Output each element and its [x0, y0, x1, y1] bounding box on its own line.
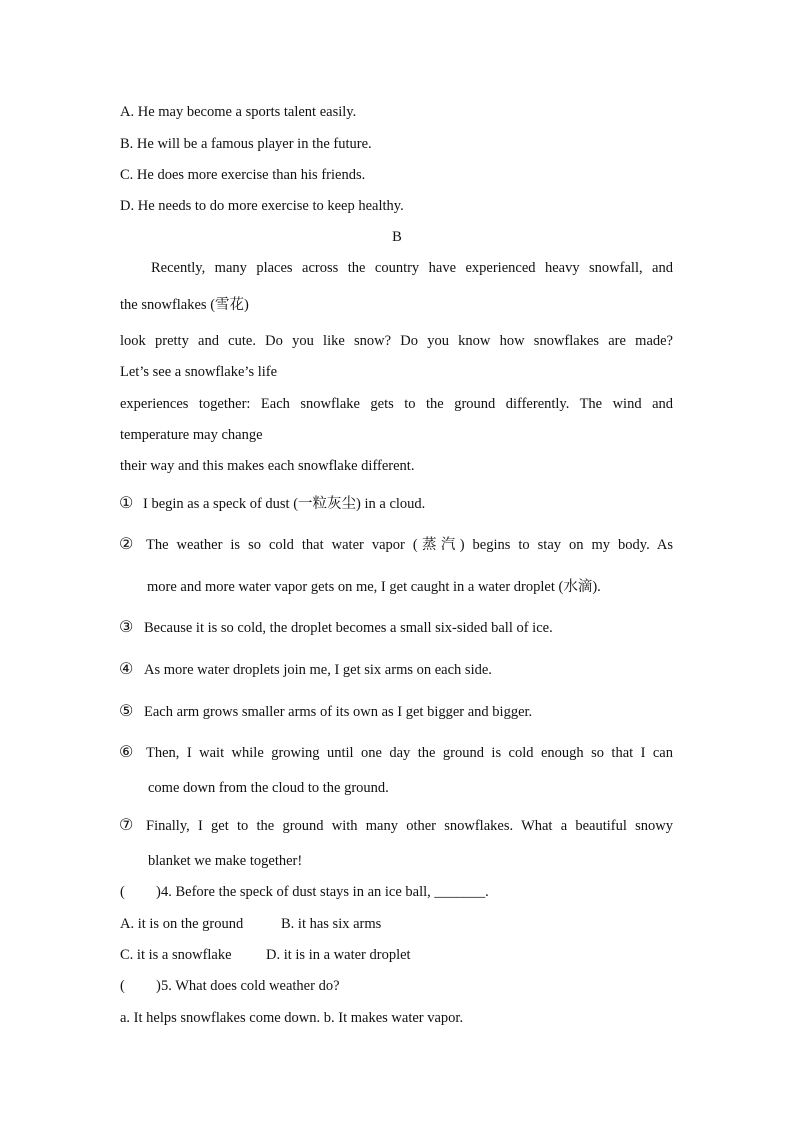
passage-line-2: the snowflakes (雪花)	[120, 297, 249, 313]
step-2-number: ②	[119, 536, 134, 553]
option-a: A. He may become a sports talent easily.	[120, 104, 357, 120]
passage-line-7: their way and this makes each snowflake different.	[120, 458, 415, 474]
passage-line-3: look pretty and cute. Do you like snow? Do you know how snowflakes are made?	[120, 333, 673, 349]
step-3-number: ③	[119, 619, 134, 636]
step-6-text-1: Then, I wait while growing until one day the ground is cold enough so that I can	[146, 745, 673, 761]
passage-line-1: Recently, many places across the country have experienced heavy snowfall, and	[151, 260, 673, 276]
answer-blank-close-q4: )	[156, 884, 161, 900]
step-3-text: Because it is so cold, the droplet becomes a small six-sided ball of ice.	[144, 620, 553, 636]
option-b: B. He will be a famous player in the future.	[120, 136, 372, 152]
step-6-number: ⑥	[119, 744, 134, 761]
section-label: B	[392, 229, 402, 245]
q5-line: a. It helps snowflakes come down. b. It makes water vapor.	[120, 1010, 464, 1026]
step-5-text: Each arm grows smaller arms of its own as I get bigger and bigger.	[144, 704, 533, 720]
answer-blank-open-q4: (	[120, 884, 125, 900]
step-1-text: I begin as a speck of dust (一粒灰尘) in a cloud.	[143, 496, 426, 512]
q4-option-a: A. it is on the ground	[120, 916, 244, 932]
step-2-text-2: more and more water vapor gets on me, I get caught in a water droplet (水滴).	[147, 579, 601, 595]
step-6-text-2: come down from the cloud to the ground.	[148, 780, 389, 796]
step-7-number: ⑦	[119, 817, 134, 834]
step-1-number: ①	[119, 495, 134, 512]
answer-blank-close-q5: )	[156, 978, 161, 994]
step-5-number: ⑤	[119, 703, 134, 720]
step-2-text-1: The weather is so cold that water vapor (蒸汽) begins to stay on my body. As	[146, 537, 673, 553]
q4-option-b: B. it has six arms	[281, 916, 382, 932]
passage-line-5: experiences together: Each snowflake gets to the ground differently. The wind and	[120, 396, 673, 412]
step-4-text: As more water droplets join me, I get six arms on each side.	[144, 662, 492, 678]
step-4-number: ④	[119, 661, 134, 678]
step-7-text-2: blanket we make together!	[148, 853, 303, 869]
passage-line-4: Let’s see a snowflake’s life	[120, 364, 278, 380]
step-7-text-1: Finally, I get to the ground with many other snowflakes. What a beautiful snowy	[146, 818, 673, 834]
option-d: D. He needs to do more exercise to keep healthy.	[120, 198, 404, 214]
passage-line-6: temperature may change	[120, 427, 263, 443]
answer-blank-open-q5: (	[120, 978, 125, 994]
option-c: C. He does more exercise than his friends.	[120, 167, 366, 183]
question-4-text: 4. Before the speck of dust stays in an ice ball, _______.	[161, 884, 489, 900]
question-5-text: 5. What does cold weather do?	[161, 978, 340, 994]
q4-option-d: D. it is in a water droplet	[266, 947, 411, 963]
q4-option-c: C. it is a snowflake	[120, 947, 232, 963]
